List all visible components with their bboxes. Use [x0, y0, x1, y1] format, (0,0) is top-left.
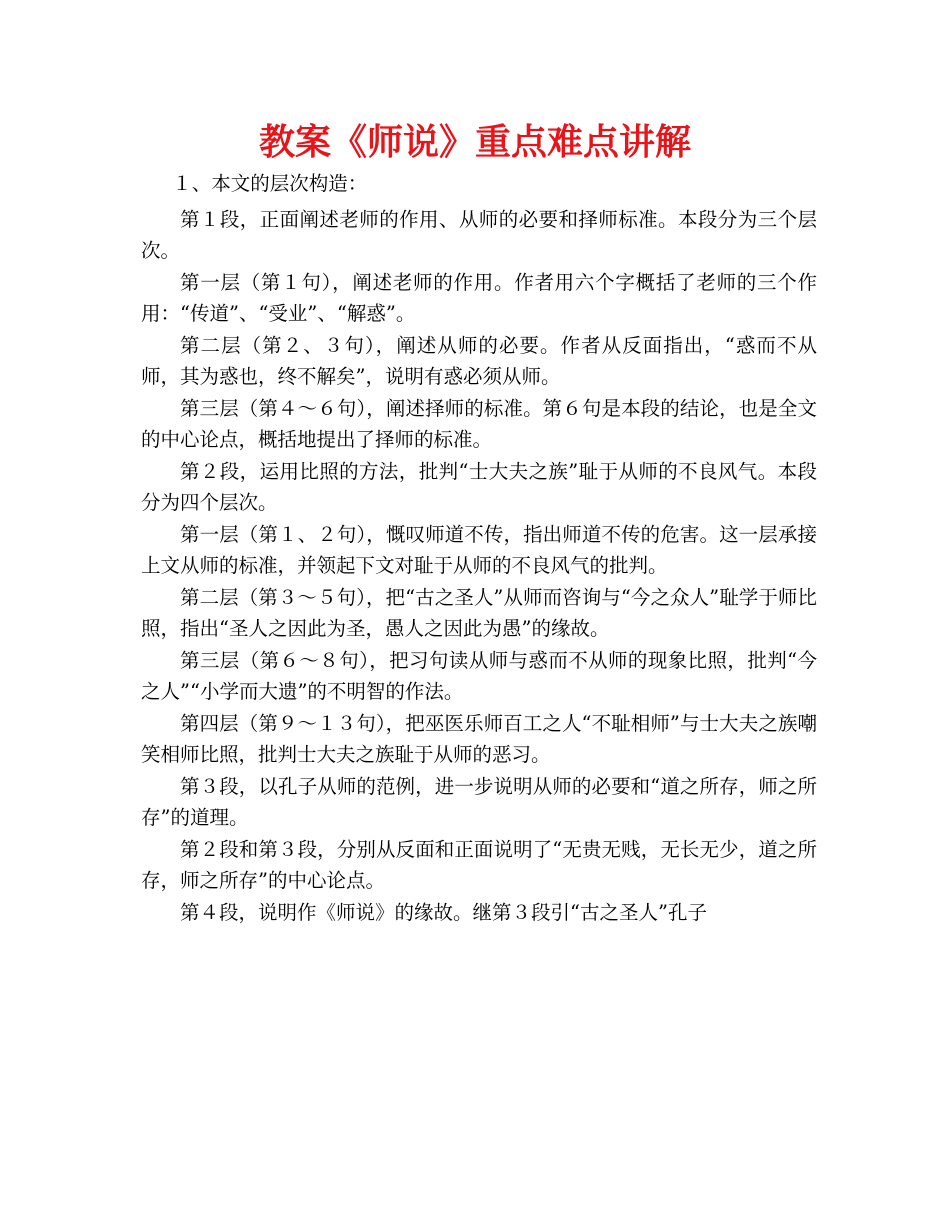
paragraph-6: 第一层（第１、２句），慨叹师道不传，指出师道不传的危害。这一层承接上文从师的标准，并领起下文对耻于从师的不良风气的批判。	[141, 522, 817, 577]
paragraph-11: 第２段和第３段，分别从反面和正面说明了“无贵无贱，无长无少，道之所存，师之所存”的中心论点。	[141, 837, 817, 892]
paragraph-5: 第２段，运用比照的方法，批判“士大夫之族”耻于从师的不良风气。本段分为四个层次。	[141, 459, 817, 514]
paragraph-10: 第３段，以孔子从师的范例，进一步说明从师的必要和“道之所存，师之所存”的道理。	[141, 774, 817, 829]
document-title: 教案《师说》重点难点讲解	[258, 122, 691, 163]
paragraph-12: 第４段，说明作《师说》的缘故。继第３段引“古之圣人”孔子	[180, 900, 707, 924]
paragraph-7: 第二层（第３～５句），把“古之圣人”从师而咨询与“今之众人”耻学于师比照，指出“圣人之因此为圣，愚人之因此为愚”的缘故。	[141, 585, 817, 640]
paragraph-4: 第三层（第４～６句），阐述择师的标准。第６句是本段的结论，也是全文的中心论点，概括地提出了择师的标准。	[141, 396, 817, 451]
paragraph-8: 第三层（第６～８句），把习句读从师与惑而不从师的现象比照，批判“今之人”“小学而大遗”的不明智的作法。	[141, 648, 817, 703]
paragraph-9: 第四层（第９～１３句），把巫医乐师百工之人“不耻相师”与士大夫之族嘲笑相师比照，批判士大夫之族耻于从师的恶习。	[141, 711, 817, 766]
paragraph-2: 第一层（第１句），阐述老师的作用。作者用六个字概括了老师的三个作用：“传道”、“受业”、“解惑”。	[141, 270, 817, 325]
document-body	[141, 168, 817, 928]
paragraph-3: 第二层（第２、３句），阐述从师的必要。作者从反面指出，“惑而不从师，其为惑也，终不解矣”，说明有惑必须从师。	[141, 333, 817, 388]
paragraph-1: 第１段，正面阐述老师的作用、从师的必要和择师标准。本段分为三个层次。	[141, 207, 817, 262]
section-heading: １、本文的层次构造：	[172, 172, 368, 195]
